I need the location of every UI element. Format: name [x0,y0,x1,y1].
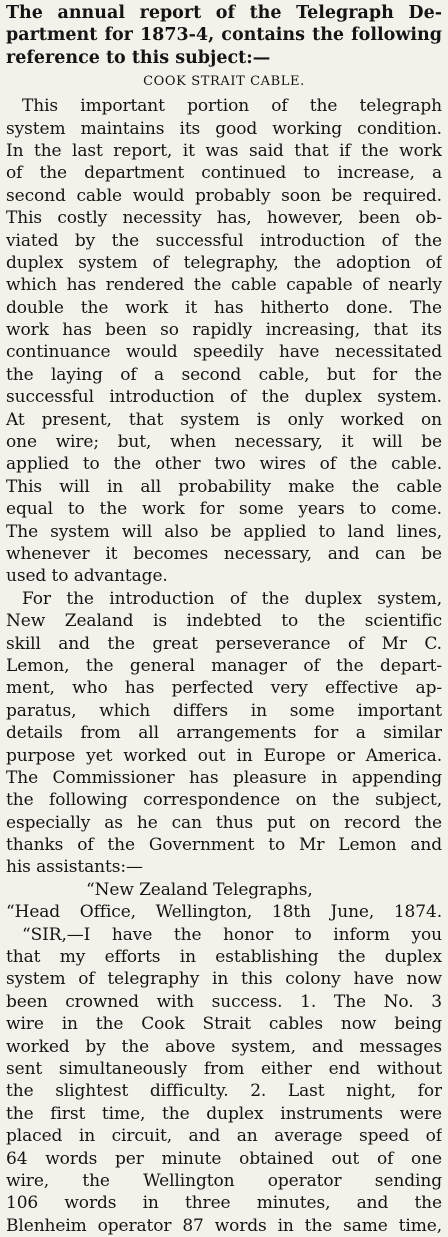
text-line: This will in all probability make the cable [6,476,442,497]
text-line: continuance would speedily have necessitated [6,342,442,363]
text-line: applied to the other two wires of the cable. [6,454,442,475]
text-line: duplex system of telegraphy, the adoption of [6,252,442,273]
letter-body [6,924,442,1237]
text-line: The system will also be applied to land lines, [6,521,442,542]
letter-header-line: “New Zealand Telegraphs, [86,879,313,900]
text-line: been crowned with success. 1. The No. 3 [6,991,442,1012]
text-line: the first time, the duplex instruments were [6,1103,442,1124]
text-line: one wire; but, when necessary, it will be [6,432,442,453]
text-line: ment, who has perfected very effective ap- [6,678,442,699]
text-line: partment for 1873-4, contains the following [6,25,442,46]
text-line: This important portion of the telegraph [22,96,442,117]
text-line: of the department continued to increase, a [6,163,442,184]
text-line: sent simultaneously from either end without [6,1058,442,1079]
text-line: worked by the above system, and messages [6,1036,442,1057]
text-line: details from all arrangements for a similar [6,723,442,744]
text-line: thanks of the Government to Mr Lemon and [6,835,442,856]
text-line: This costly necessity has, however, been ob- [6,208,442,229]
text-line: system maintains its good working condition. [6,118,442,139]
text-line: double the work it has hitherto done. The [6,297,442,318]
letter-header [6,879,442,924]
text-line: The annual report of the Telegraph De- [6,3,442,23]
text-line: purpose yet worked out in Europe or America. [6,745,442,766]
text-line: New Zealand is indebted to the scientific [6,611,442,632]
text-line: At present, that system is only worked on [6,409,442,430]
text-line: whenever it becomes necessary, and can be [6,543,442,564]
text-line: The Commissioner has pleasure in appending [6,767,442,788]
letter-header-line: “Head Office, Wellington, 18th June, 1874. [6,902,442,923]
text-line: equal to the work for some years to come. [6,499,442,520]
text-line: 106 words in three minutes, and the [6,1193,442,1214]
text-line: For the introduction of the duplex system, [22,588,442,609]
text-line: his assistants:— [6,857,143,878]
text-line: In the last report, it was said that if the work [6,140,442,161]
text-line: wire, the Wellington operator sending [6,1170,442,1191]
text-line: second cable would probably soon be required. [6,185,442,206]
paragraph-cable-condition [6,95,442,588]
text-line: especially as he can thus put on record the [6,812,442,833]
text-line: successful introduction of the duplex system. [6,387,442,408]
section-heading: COOK STRAIT CABLE. [143,74,305,90]
text-line: the laying of a second cable, but for the [6,364,442,385]
text-line: system of telegraphy in this colony have now [6,969,442,990]
text-line: viated by the successful introduction of the [6,230,442,251]
text-line: wire in the Cook Strait cables now being [6,1014,442,1035]
intro-paragraph [6,2,442,69]
text-line: Blenheim operator 87 words in the same time, [6,1215,442,1236]
text-line: reference to this subject:— [6,47,271,68]
text-line: 64 words per minute obtained out of one [6,1148,442,1169]
text-line: which has rendered the cable capable of nearly [6,275,442,296]
text-line: the slightest difficulty. 2. Last night, for [6,1081,442,1102]
text-line: placed in circuit, and an average speed of [6,1126,442,1147]
text-line: the following correspondence on the subject, [6,790,442,811]
text-line: skill and the great perseverance of Mr C. [6,633,442,654]
text-line: used to advantage. [6,566,168,587]
text-line: paratus, which differs in some important [6,700,442,721]
text-line: “SIR,—I have the honor to inform you [22,924,442,945]
text-line: work has been so rapidly increasing, that its [6,320,442,341]
text-line: that my efforts in establishing the duplex [6,947,442,968]
text-line: Lemon, the general manager of the depart- [6,655,442,676]
paragraph-duplex-credit [6,588,442,879]
